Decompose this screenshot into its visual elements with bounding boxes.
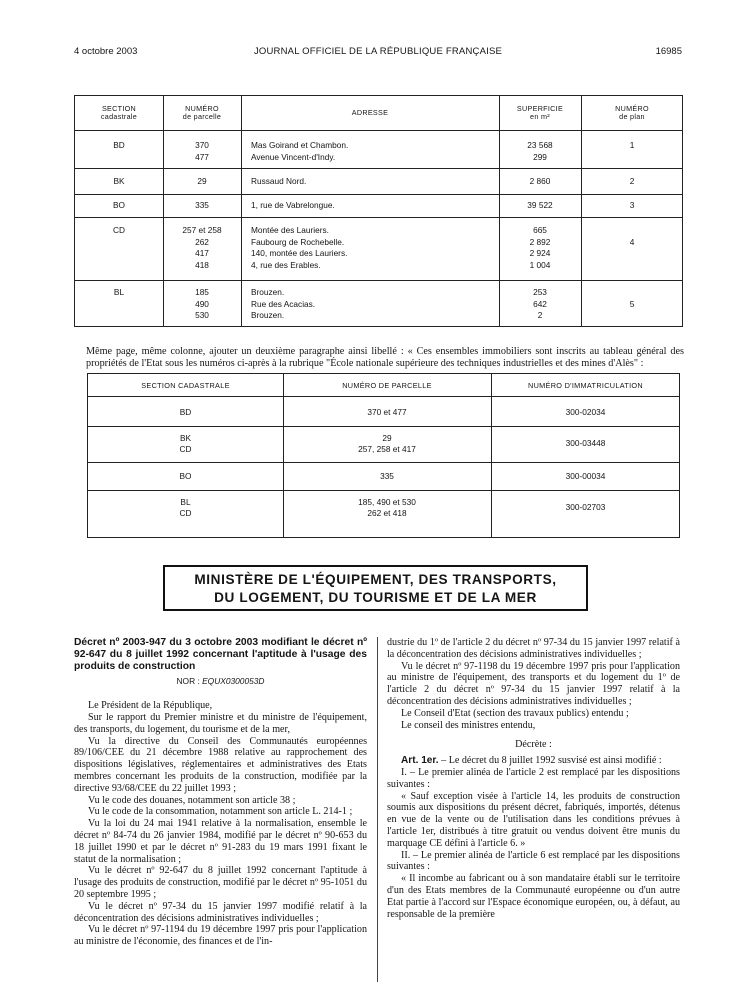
column-divider <box>377 637 378 982</box>
visa-paragraph: Le Président de la République, <box>88 700 213 712</box>
visa-paragraph: Vu le décret nº 97-1198 du 19 décembre 1997 pris pour l'application au ministre de l'équipement, des transports et du logement du 1º de l'article 2 du décret nº 97-34 du 15 janvier 1997 relatif à la déconcentration des décisions administratives individuelles ; <box>387 660 680 707</box>
decree-title: Décret nº 2003-947 du 3 octobre 2003 modifiant le décret nº 92-647 du 8 juillet 1992 concernant l'aptitude à l'usage des produits de construction <box>74 637 367 672</box>
header-address: ADRESSE <box>351 107 389 117</box>
running-header <box>74 46 682 60</box>
page-number: 16985 <box>655 46 682 57</box>
header-parcel-number: NUMÉRO DE PARCELLE <box>342 380 432 390</box>
article-paragraph: « Il incombe au fabricant ou à son mandataire établi sur le territoire d'un des Etats membres de la Communauté européenne ou d'un autre Etat partie à l'accord sur l'Espace économique européen, ou, à défaut, au responsable de la première <box>387 873 680 920</box>
journal-title: JOURNAL OFFICIEL DE LA RÉPUBLIQUE FRANÇAISE <box>253 46 503 57</box>
visa-paragraph: Vu la directive du Conseil des Communautés européennes 89/106/CEE du 21 décembre 1988 relative au rapprochement des dispositions législatives, réglementaires et administratives des Etats membres concernant les produits de la construction, modifiée par la directive 93/68/CEE du 22 juillet 1993 ; <box>74 735 367 794</box>
visa-paragraph: dustrie du 1º de l'article 2 du décret nº 97-34 du 15 janvier 1997 relatif à la déconcentration des décisions administratives individuelles ; <box>387 637 680 660</box>
article-paragraph: « Sauf exception visée à l'article 14, les produits de construction soumis aux dispositions du présent décret, fabriqués, importés, détenus en vue de la vente ou de l'utilisation dans les conditions prévues à l'article 1er, distribués à titre gratuit ou vendus doivent être munis du marquage CE défini à l'article 6. » <box>387 790 680 849</box>
visa-paragraph: Le conseil des ministres entendu, <box>401 719 536 731</box>
visa-paragraph: Vu le code des douanes, notamment son article 38 ; <box>88 794 296 806</box>
ministry-line-2: DU LOGEMENT, DU TOURISME ET DE LA MER <box>214 590 537 605</box>
parcel-table: SECTION cadastrale NUMÉRO de parcelle ADRESSE SUPERFICIE en m² NUMÉRO de plan BD 370 477 Mas Goirand et Chambon. Avenue Vincent-d'Indy. 23 568 299 1 BK 29 Russaud Nord. 2 860 2 BO 335 1, rue de Vabrelongue. 39 522 3 CD 257 et 258 262 417 418 Montée des Lauriers. Faubourg de Rochebelle. 140, montée des Lauriers. 4, rue des Erables. 665 2 892 2 924 1 004 4 BL 185 490 530 Brouzen. Rue des Acacias. Brouzen. 253 642 2 5 <box>74 95 683 327</box>
visa-paragraph: Le Conseil d'Etat (section des travaux publics) entendu ; <box>401 707 629 719</box>
header-plan-number: NUMÉRO de plan <box>615 103 649 121</box>
article-1: Art. 1er. – Le décret du 8 juillet 1992 susvisé est ainsi modifié : <box>401 755 662 767</box>
ministry-line-1: MINISTÈRE DE L'ÉQUIPEMENT, DES TRANSPORTS, <box>194 572 557 587</box>
article-paragraph: II. – Le premier alinéa de l'article 6 est remplacé par les dispositions suivantes : <box>387 849 680 873</box>
header-section: SECTION cadastrale <box>100 103 138 121</box>
decree-right-column <box>387 637 680 920</box>
article-paragraph: I. – Le premier alinéa de l'article 2 est remplacé par les dispositions suivantes : <box>387 766 680 790</box>
ministry-banner <box>163 565 588 611</box>
nor-reference: NOR : EQUX0300053D <box>176 676 265 687</box>
amendment-paragraph: Même page, même colonne, ajouter un deuxième paragraphe ainsi libellé : « Ces ensembles immobiliers sont inscrits au tableau général des propriétés de l'Etat sous les numéros ci-après à la rubrique "École nationale supérieure des techniques industrielles et des mines d'Alès" : <box>86 346 684 369</box>
header-parcel-number: NUMÉRO de parcelle <box>182 103 222 121</box>
decrete-heading: Décrète : <box>515 739 552 751</box>
decree-left-column <box>74 637 367 948</box>
header-area: SUPERFICIE en m² <box>516 103 564 121</box>
visa-paragraph: Vu le décret nº 92-647 du 8 juillet 1992 concernant l'aptitude à l'usage des produits de construction, modifié par le décret nº 95-1051 du 20 septembre 1995 ; <box>74 865 367 900</box>
header-registration-number: NUMÉRO D'IMMATRICULATION <box>528 380 643 390</box>
visa-paragraph: Vu le décret nº 97-34 du 15 janvier 1997 modifié relatif à la déconcentration des décisions administratives individuelles ; <box>74 900 367 924</box>
issue-date: 4 octobre 2003 <box>74 46 138 57</box>
header-cadastral-section: SECTION CADASTRALE <box>141 380 230 390</box>
visa-paragraph: Sur le rapport du Premier ministre et du ministre de l'équipement, des transports, du logement, du tourisme et de la mer, <box>74 711 367 735</box>
visa-paragraph: Vu le code de la consommation, notamment son article L. 214-1 ; <box>88 806 353 818</box>
visa-paragraph: Vu la loi du 24 mai 1941 relative à la normalisation, ensemble le décret nº 84-74 du 26 janvier 1984, modifié par le décret nº 90-653 du 18 juillet 1990 et par le décret nº 91-283 du 19 mars 1991 fixant le statut de la normalisation ; <box>74 818 367 865</box>
registration-table: SECTION CADASTRALE NUMÉRO DE PARCELLE NUMÉRO D'IMMATRICULATION BD 370 et 477 300-02034 BK CD 29 257, 258 et 417 300-03448 BO 335 300-00034 BL CD 185, 490 et 530 262 et 418 300-02703 <box>87 373 680 538</box>
visa-paragraph: Vu le décret nº 97-1194 du 19 décembre 1997 pris pour l'application au ministre de l'économie, des finances et de l'in- <box>74 924 367 948</box>
